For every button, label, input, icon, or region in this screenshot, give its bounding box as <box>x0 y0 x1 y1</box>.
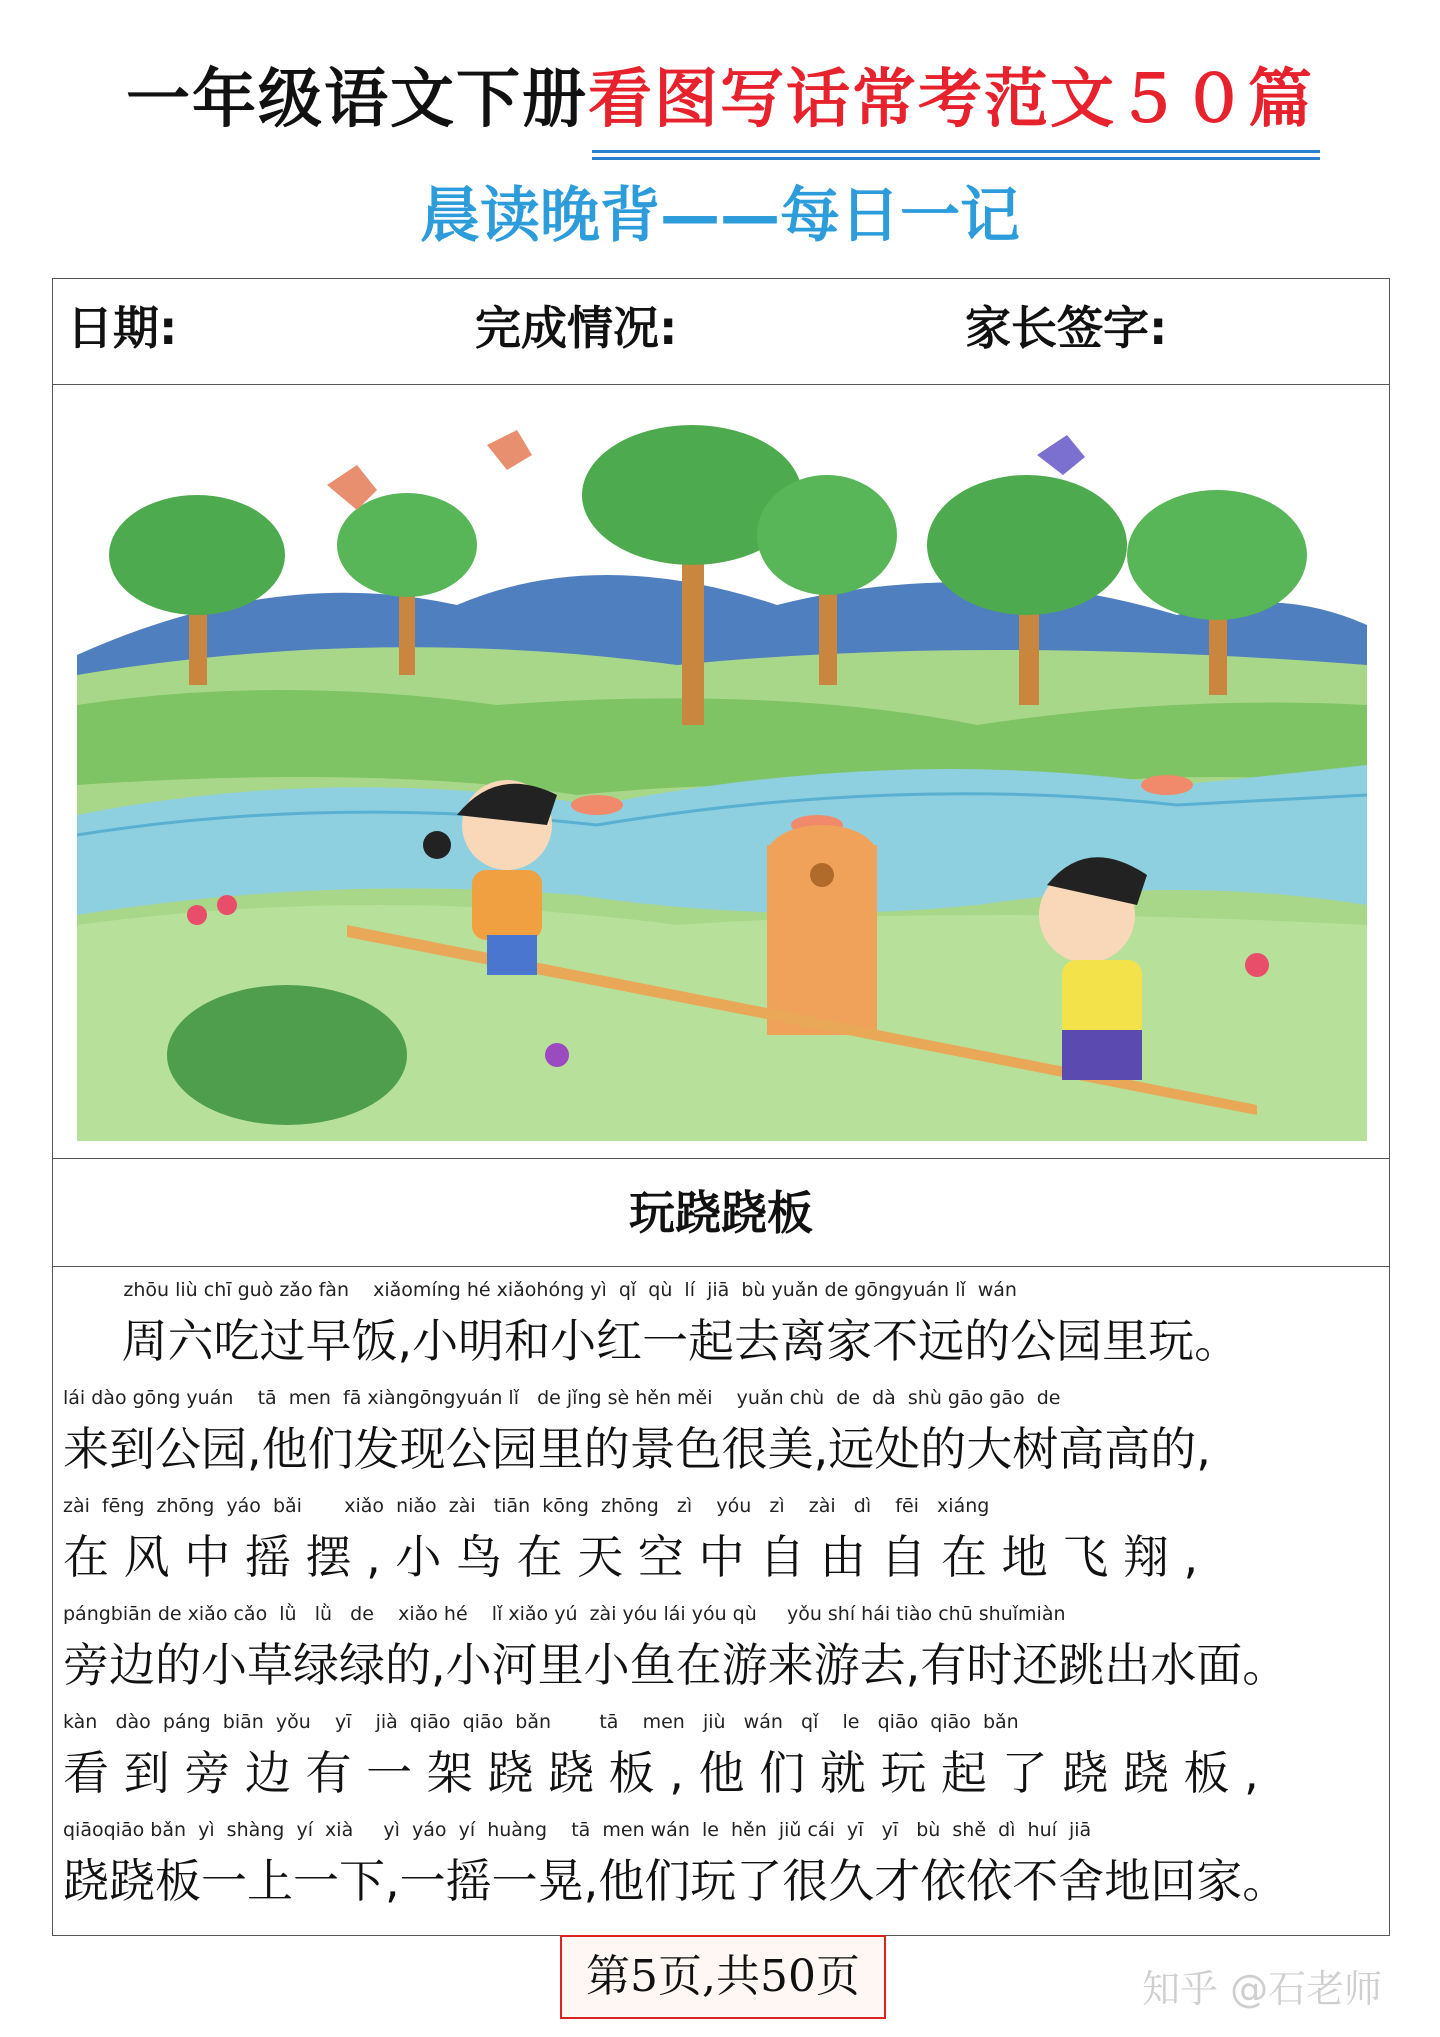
hanzi-line: 旁边的小草绿绿的,小河里小鱼在游来游去,有时还跳出水面。 <box>63 1638 1289 1692</box>
pinyin-line: kàn dào páng biān yǒu yī jià qiāo qiāo bǎn tā men jiù wán qǐ le qiāo qiāo bǎn <box>63 1711 1019 1733</box>
page-title-red: 看图写话常考范文５０篇 <box>588 63 1314 137</box>
page-title <box>0 63 1440 137</box>
pinyin-line: lái dào gōng yuán tā men fā xiàngōngyuán lǐ de jǐng sè hěn měi yuǎn chù de dà shù gāo gāo de <box>63 1387 1061 1409</box>
story-title: 玩跷跷板 <box>53 1159 1389 1267</box>
page-title-black: 一年级语文下册 <box>126 63 588 137</box>
story-line <box>63 1819 1383 1927</box>
story-line <box>63 1387 1383 1495</box>
parent-signature-label: 家长签字: <box>965 301 1168 355</box>
pinyin-line: pángbiān de xiǎo cǎo lǜ lǜ de xiǎo hé lǐ xiǎo yú zài yóu lái yóu qù yǒu shí hái tiào chū shuǐmiàn <box>63 1603 1066 1625</box>
hanzi-line: 周六吃过早饭,小明和小红一起去离家不远的公园里玩。 <box>63 1314 1241 1368</box>
info-row <box>53 279 1389 385</box>
hanzi-line: 在 风 中 摇 摆 , 小 鸟 在 天 空 中 自 由 自 在 地 飞 翔 , <box>63 1530 1199 1584</box>
title-underline <box>592 150 1320 160</box>
completion-label: 完成情况: <box>475 301 678 355</box>
story-text <box>53 1267 1389 1935</box>
pinyin-line: zài fēng zhōng yáo bǎi xiǎo niǎo zài tiān kōng zhōng zì yóu zì zài dì fēi xiáng <box>63 1495 990 1517</box>
hanzi-line: 来到公园,他们发现公园里的景色很美,远处的大树高高的, <box>63 1422 1211 1476</box>
hanzi-line: 跷跷板一上一下,一摇一晃,他们玩了很久才依依不舍地回家。 <box>63 1854 1289 1908</box>
story-line <box>63 1711 1383 1819</box>
watermark: 知乎 @石老师 <box>1142 1967 1383 2011</box>
page-indicator: 第5页,共50页 <box>560 1935 886 2019</box>
story-line <box>63 1279 1383 1387</box>
seesaw-illustration <box>77 405 1367 1141</box>
page-subtitle: 晨读晚背——每日一记 <box>420 181 1020 251</box>
date-label: 日期: <box>67 301 178 355</box>
pinyin-line: zhōu liù chī guò zǎo fàn xiǎomíng hé xiǎohóng yì qǐ qù lí jiā bù yuǎn de gōngyuán lǐ wán <box>63 1279 1017 1301</box>
story-line <box>63 1603 1383 1711</box>
story-line <box>63 1495 1383 1603</box>
worksheet-frame <box>52 278 1390 1936</box>
illustration-area <box>53 385 1389 1159</box>
hanzi-line: 看 到 旁 边 有 一 架 跷 跷 板 , 他 们 就 玩 起 了 跷 跷 板 , <box>63 1746 1259 1800</box>
pinyin-line: qiāoqiāo bǎn yì shàng yí xià yì yáo yí huàng tā men wán le hěn jiǔ cái yī yī bù shě dì huí jiā <box>63 1819 1092 1841</box>
